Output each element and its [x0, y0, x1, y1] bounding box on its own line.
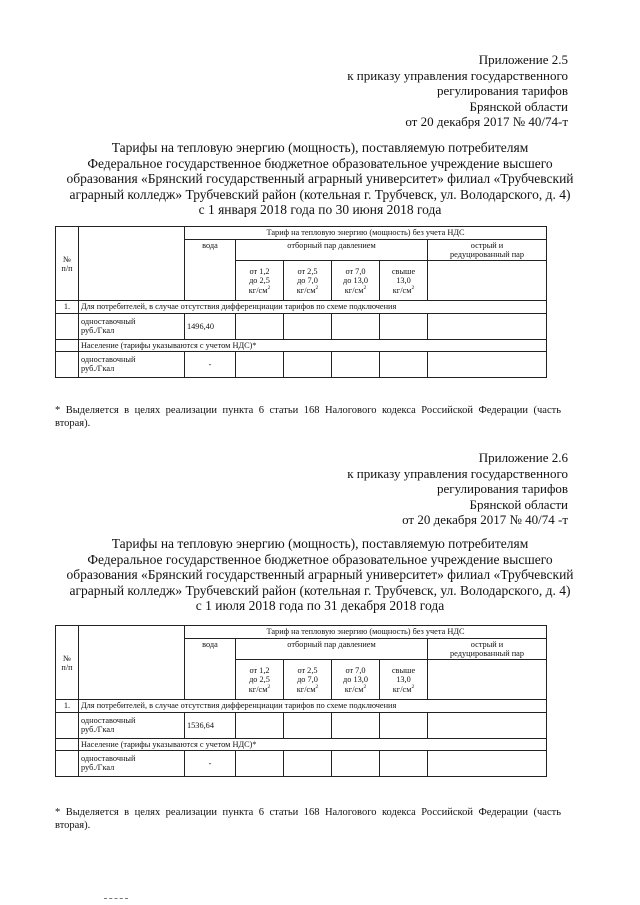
cell-empty — [284, 712, 332, 738]
appendix-line: Приложение 2.6 — [478, 450, 568, 465]
population-rate-label: одноставочный руб./Гкал — [79, 750, 185, 776]
header-steam: отборный пар давлением — [236, 240, 428, 261]
cell-empty — [56, 351, 79, 377]
header-num: № п/п — [56, 227, 79, 301]
cell-empty — [332, 351, 380, 377]
title-line: с 1 июля 2018 года по 31 декабря 2018 года — [195, 598, 445, 614]
title-line: Федеральное государственное бюджетное образовательное учреждение высшего — [87, 155, 553, 171]
cell-empty — [380, 351, 428, 377]
tariff-table-2 — [55, 625, 547, 777]
cell-empty — [332, 313, 380, 339]
title-line: Тарифы на тепловую энергию (мощность), поставляемую потребителям — [111, 140, 529, 155]
rate-value-water: 1496,40 — [185, 313, 236, 339]
cell-empty — [380, 750, 428, 776]
appendix-line: к приказу управления государственного — [347, 465, 568, 481]
header-steam: отборный пар давлением — [236, 639, 428, 660]
footnote-1: * Выделяется в целях реализации пункта 6 статьи 168 Налогового кодекса Российской Федерации (часть вторая). — [55, 405, 561, 429]
pressure-col-1: от 1,2 до 2,5 $кг/см^2$ — [236, 261, 284, 301]
row-consumers: Для потребителей, в случае отсутствия дифференциации тарифов по схеме подключения — [79, 301, 547, 313]
pressure-col-2: от 2,5 до 7,0 $кг/см^2$ — [284, 261, 332, 301]
header-water: вода — [185, 240, 236, 301]
cell-empty — [332, 712, 380, 738]
cell-empty — [284, 750, 332, 776]
cell-empty — [284, 313, 332, 339]
cell-empty — [56, 313, 79, 339]
appendix-line: регулирования тарифов — [437, 481, 568, 496]
cell-empty — [56, 712, 79, 738]
population-rate-label: одноставочный руб./Гкал — [79, 351, 185, 377]
cell-empty — [236, 313, 284, 339]
header-tariff: Тариф на тепловую энергию (мощность) без учета НДС — [185, 626, 547, 639]
cell-empty — [380, 712, 428, 738]
sharp-steam-empty — [428, 660, 547, 700]
appendix-line: от 20 декабря 2017 № 40/74-т — [405, 114, 568, 129]
cell-empty — [56, 750, 79, 776]
tariff-title-1 — [60, 140, 580, 218]
appendix-line: регулирования тарифов — [437, 83, 568, 98]
appendix-block-2-5 — [347, 52, 568, 130]
title-line: Федеральное государственное бюджетное образовательное учреждение высшего — [87, 551, 553, 567]
cell-empty — [284, 351, 332, 377]
rate-label: одноставочный руб./Гкал — [79, 712, 185, 738]
title-line: аграрный колледж» Трубчевский район (котельная г. Трубчевск, ул. Володарского, д. 4) — [69, 582, 571, 598]
cell-empty — [236, 351, 284, 377]
pressure-col-4: свыше 13,0 $кг/см^2$ — [380, 660, 428, 700]
row-population: Население (тарифы указываются с учетом НДС)* — [79, 339, 547, 351]
cell-empty — [428, 750, 547, 776]
population-rate-value: - — [185, 750, 236, 776]
title-line: аграрный колледж» Трубчевский район (котельная г. Трубчевск, ул. Володарского, д. 4) — [69, 186, 571, 202]
header-water: вода — [185, 639, 236, 700]
header-empty — [79, 227, 185, 301]
rate-label: одноставочный руб./Гкал — [79, 313, 185, 339]
appendix-line: Брянской области — [469, 98, 568, 114]
cell-empty — [56, 339, 79, 351]
title-line: образования «Брянский государственный аграрный университет» филиал «Трубчевский — [66, 567, 574, 583]
cell-empty — [428, 351, 547, 377]
pressure-col-2: от 2,5 до 7,0 $кг/см^2$ — [284, 660, 332, 700]
title-line: с 1 января 2018 года по 30 июня 2018 года — [198, 202, 442, 218]
header-empty — [79, 626, 185, 700]
pressure-col-3: от 7,0 до 13,0 $кг/см^2$ — [332, 261, 380, 301]
population-rate-value: - — [185, 351, 236, 377]
sharp-steam-empty — [428, 261, 547, 301]
rate-value-water: 1536,64 — [185, 712, 236, 738]
cell-empty — [428, 712, 547, 738]
row-consumers: Для потребителей, в случае отсутствия дифференциации тарифов по схеме подключения — [79, 700, 547, 712]
row-num: 1. — [56, 700, 79, 712]
footnote-2: * Выделяется в целях реализации пункта 6 статьи 168 Налогового кодекса Российской Федерации (часть вторая). — [55, 807, 561, 831]
header-sharp-steam: острый и редуцированный пар — [428, 639, 547, 660]
cell-empty — [236, 750, 284, 776]
header-tariff: Тариф на тепловую энергию (мощность) без учета НДС — [185, 227, 547, 240]
appendix-line: от 20 декабря 2017 № 40/74 -т — [402, 512, 568, 527]
appendix-block-2-6 — [347, 450, 568, 528]
cell-empty — [380, 313, 428, 339]
appendix-line: Приложение 2.5 — [478, 52, 568, 67]
cell-empty — [56, 738, 79, 750]
header-sharp-steam: острый и редуцированный пар — [428, 240, 547, 261]
cell-empty — [332, 750, 380, 776]
header-num: № п/п — [56, 626, 79, 700]
pressure-col-4: свыше 13,0 $кг/см^2$ — [380, 261, 428, 301]
pressure-col-1: от 1,2 до 2,5 $кг/см^2$ — [236, 660, 284, 700]
appendix-line: к приказу управления государственного — [347, 67, 568, 83]
pressure-col-3: от 7,0 до 13,0 $кг/см^2$ — [332, 660, 380, 700]
scan-artifact-line — [104, 898, 128, 899]
appendix-line: Брянской области — [469, 496, 568, 512]
tariff-title-2 — [60, 536, 580, 614]
row-num: 1. — [56, 301, 79, 313]
tariff-table-1 — [55, 226, 547, 378]
cell-empty — [236, 712, 284, 738]
cell-empty — [428, 313, 547, 339]
title-line: образования «Брянский государственный аграрный университет» филиал «Трубчевский — [66, 171, 574, 187]
title-line: Тарифы на тепловую энергию (мощность), поставляемую потребителям — [111, 536, 529, 551]
row-population: Население (тарифы указываются с учетом НДС)* — [79, 738, 547, 750]
